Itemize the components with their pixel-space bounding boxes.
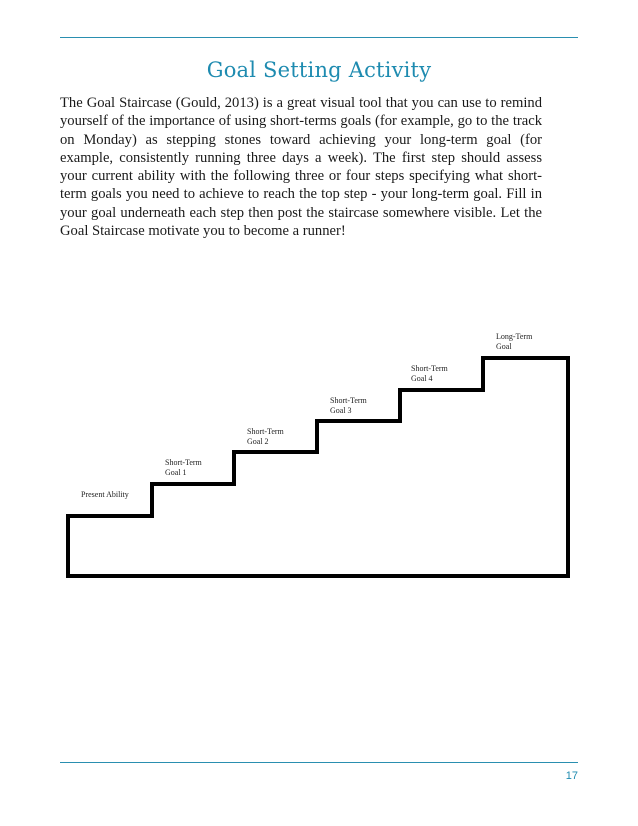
step-label-line: Goal 1 <box>165 468 187 477</box>
step-label-line: Short-Term <box>165 458 202 467</box>
step-label-line: Short-Term <box>411 364 448 373</box>
step-label-line: Short-Term <box>330 396 367 405</box>
step-label-line: Short-Term <box>247 427 284 436</box>
step-label-present-ability <box>81 490 129 499</box>
step-label-goal-1 <box>165 458 204 477</box>
page-title: Goal Setting Activity <box>206 58 432 82</box>
footer-rule <box>60 762 578 763</box>
page-number: 17 <box>565 770 578 782</box>
staircase-outline <box>68 358 568 576</box>
step-label-line: Present Ability <box>81 490 129 499</box>
step-label-long-term <box>496 332 534 351</box>
step-label-goal-2 <box>247 427 286 446</box>
step-label-line: Goal <box>496 342 512 351</box>
step-label-goal-3 <box>330 396 369 415</box>
step-label-line: Long-Term <box>496 332 533 341</box>
step-label-goal-4 <box>411 364 450 383</box>
step-label-line: Goal 3 <box>330 406 352 415</box>
step-label-line: Goal 2 <box>247 437 269 446</box>
instructions-paragraph: The Goal Staircase (Gould, 2013) is a great visual tool that you can use to remind yourself of the importance of using short-terms goals (for example, go to the track on Monday) as stepping stones toward achieving your long-term goal (for example, consistently running three days a week). The first step should assess your current ability with the following three or four steps specifying what short-term goals you need to achieve to reach the top step - your long-term goal. Fill in your goal underneath each step then post the staircase somewhere visible. Let the Goal Staircase motivate you to become a runner! <box>60 95 542 240</box>
step-label-line: Goal 4 <box>411 374 433 383</box>
